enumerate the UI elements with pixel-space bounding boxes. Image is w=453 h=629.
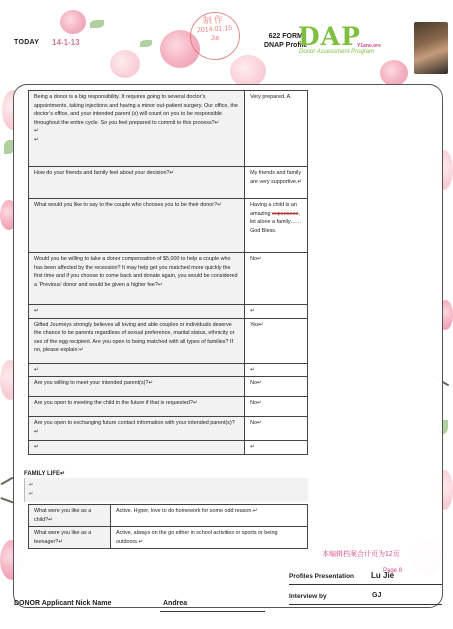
question-cell: How do your friends and family feel about your decision?↵ bbox=[29, 167, 245, 199]
question-cell: Are you open to meeting the child in the future if that is requested?↵ bbox=[29, 397, 245, 417]
page-number: Page 8 bbox=[383, 568, 403, 574]
today-date: 14-1-13 bbox=[52, 38, 80, 47]
question-cell: Gifted Journeys strongly believes all loving and able couples or individuals deserve the chance to be parents regardless of sexual preference, marital status, ethnicity or sex of the egg recipient. Are you open to being matched with all types of families? If no, please explain:↵ bbox=[29, 318, 245, 363]
stamp-name: Jie bbox=[210, 34, 220, 43]
table-row bbox=[29, 91, 308, 167]
answer-cell: ↵ bbox=[245, 363, 308, 377]
table-row bbox=[29, 253, 308, 305]
family-life-heading: FAMILY LIFE↵ bbox=[24, 471, 66, 477]
question-cell: What were you like as a teenager?↵ bbox=[29, 527, 111, 549]
question-cell: ↵ bbox=[29, 441, 245, 455]
answer-cell bbox=[245, 199, 308, 253]
flower-decoration bbox=[60, 10, 86, 34]
answer-cell: No↵ bbox=[245, 377, 308, 397]
flower-decoration bbox=[380, 60, 408, 86]
family-table bbox=[28, 504, 308, 549]
answer-cell: No↵ bbox=[245, 397, 308, 417]
page-count-note: 本编辑档案合计页为12页 bbox=[322, 551, 400, 558]
dap-tagline: Donor Assessment Program bbox=[299, 49, 375, 55]
answer-cell: No↵ bbox=[245, 253, 308, 305]
divider bbox=[160, 611, 265, 612]
answer-text: Having a child is an amazing bbox=[250, 202, 297, 217]
answer-cell: ↵ bbox=[245, 305, 308, 319]
question-cell: ↵ bbox=[29, 363, 245, 377]
form-code: 622 FORM bbox=[268, 33, 303, 40]
today-label: TODAY bbox=[14, 39, 40, 46]
table-row bbox=[29, 305, 308, 319]
answer-strikethrough: experiance bbox=[271, 210, 299, 217]
answer-cell: Yes↵ bbox=[245, 318, 308, 363]
branch-decoration bbox=[0, 477, 13, 486]
dap-logo: DAP bbox=[298, 22, 361, 51]
donor-nickname-value: Andrea bbox=[163, 600, 188, 607]
table-row bbox=[29, 527, 308, 549]
interview-by-value: GJ bbox=[372, 592, 382, 599]
flower-decoration bbox=[230, 55, 266, 87]
answer-cell: My friends and family are very supportive.↵ bbox=[245, 167, 308, 199]
table-row bbox=[29, 318, 308, 363]
dap-logo-sub: Y1ane.ore bbox=[357, 43, 381, 49]
table-row bbox=[29, 441, 308, 455]
form-name: DNAP Profile bbox=[264, 42, 308, 49]
question-cell: Being a donor is a big responsibility. It requires going to several doctor’s appointments, taking injections and having a minor out-patient surgery. Our office, the doctor’s office, and your intended parent (s) will count on you to be responsible throughout the entire cycle. So you feel prepared to commit to this process?↵ ↵ ↵ bbox=[29, 91, 245, 167]
question-cell: What would you like to say to the couple who chooses you to be their donor?↵ bbox=[29, 199, 245, 253]
table-row bbox=[29, 199, 308, 253]
donor-photo bbox=[414, 22, 448, 74]
table-row bbox=[29, 377, 308, 397]
table-row bbox=[29, 363, 308, 377]
family-band-line: ↵ bbox=[29, 491, 34, 497]
leaf-decoration bbox=[140, 40, 152, 47]
answer-cell: No↵ bbox=[245, 417, 308, 441]
profiles-presentation-value: Lu Jie bbox=[371, 571, 395, 580]
table-row bbox=[29, 167, 308, 199]
answer-cell: Active. Hyper, love to do homework for some odd reason.↵ bbox=[111, 505, 308, 527]
family-band-line: ↵ bbox=[29, 482, 34, 488]
donor-nickname-label: DONOR Applicant Nick Name bbox=[14, 600, 112, 607]
stamp-date: 2014.01.15 bbox=[196, 24, 233, 35]
interview-by-label: Interview by bbox=[289, 593, 327, 600]
divider bbox=[289, 604, 442, 605]
family-life-band bbox=[24, 478, 308, 502]
divider bbox=[289, 584, 442, 585]
table-row bbox=[29, 397, 308, 417]
question-cell: Would you be willing to take a donor compensation of $5,000 to help a couple who has been affected by the recession? It may help get you matched more quickly the first time and if you choose to come back and donate again, you would be considered a ‘Previous’ donor and would be given a higher fee?↵ bbox=[29, 253, 245, 305]
answer-text: , let alone a family……God Bless. bbox=[250, 210, 302, 234]
leaf-decoration bbox=[90, 20, 104, 28]
question-cell: Are you open to exchanging future contact information with your intended parent(s)?↵ bbox=[29, 417, 245, 441]
answer-cell: Active, always on the go either in school activities or sports or being outdoors.↵ bbox=[111, 527, 308, 549]
flower-decoration bbox=[110, 50, 140, 78]
table-row bbox=[29, 505, 308, 527]
profiles-presentation-label: Profiles Presentation bbox=[289, 573, 355, 580]
answer-cell: Very prepared. A. bbox=[245, 91, 308, 167]
question-cell: What were you like as a child?↵ bbox=[29, 505, 111, 527]
answer-cell: ↵ bbox=[245, 441, 308, 455]
questions-table bbox=[28, 90, 308, 455]
stamp-title: 制作 bbox=[202, 14, 226, 26]
table-row bbox=[29, 417, 308, 441]
question-cell: Are you willing to meet your intended parent(s)?↵ bbox=[29, 377, 245, 397]
question-cell: ↵ bbox=[29, 305, 245, 319]
